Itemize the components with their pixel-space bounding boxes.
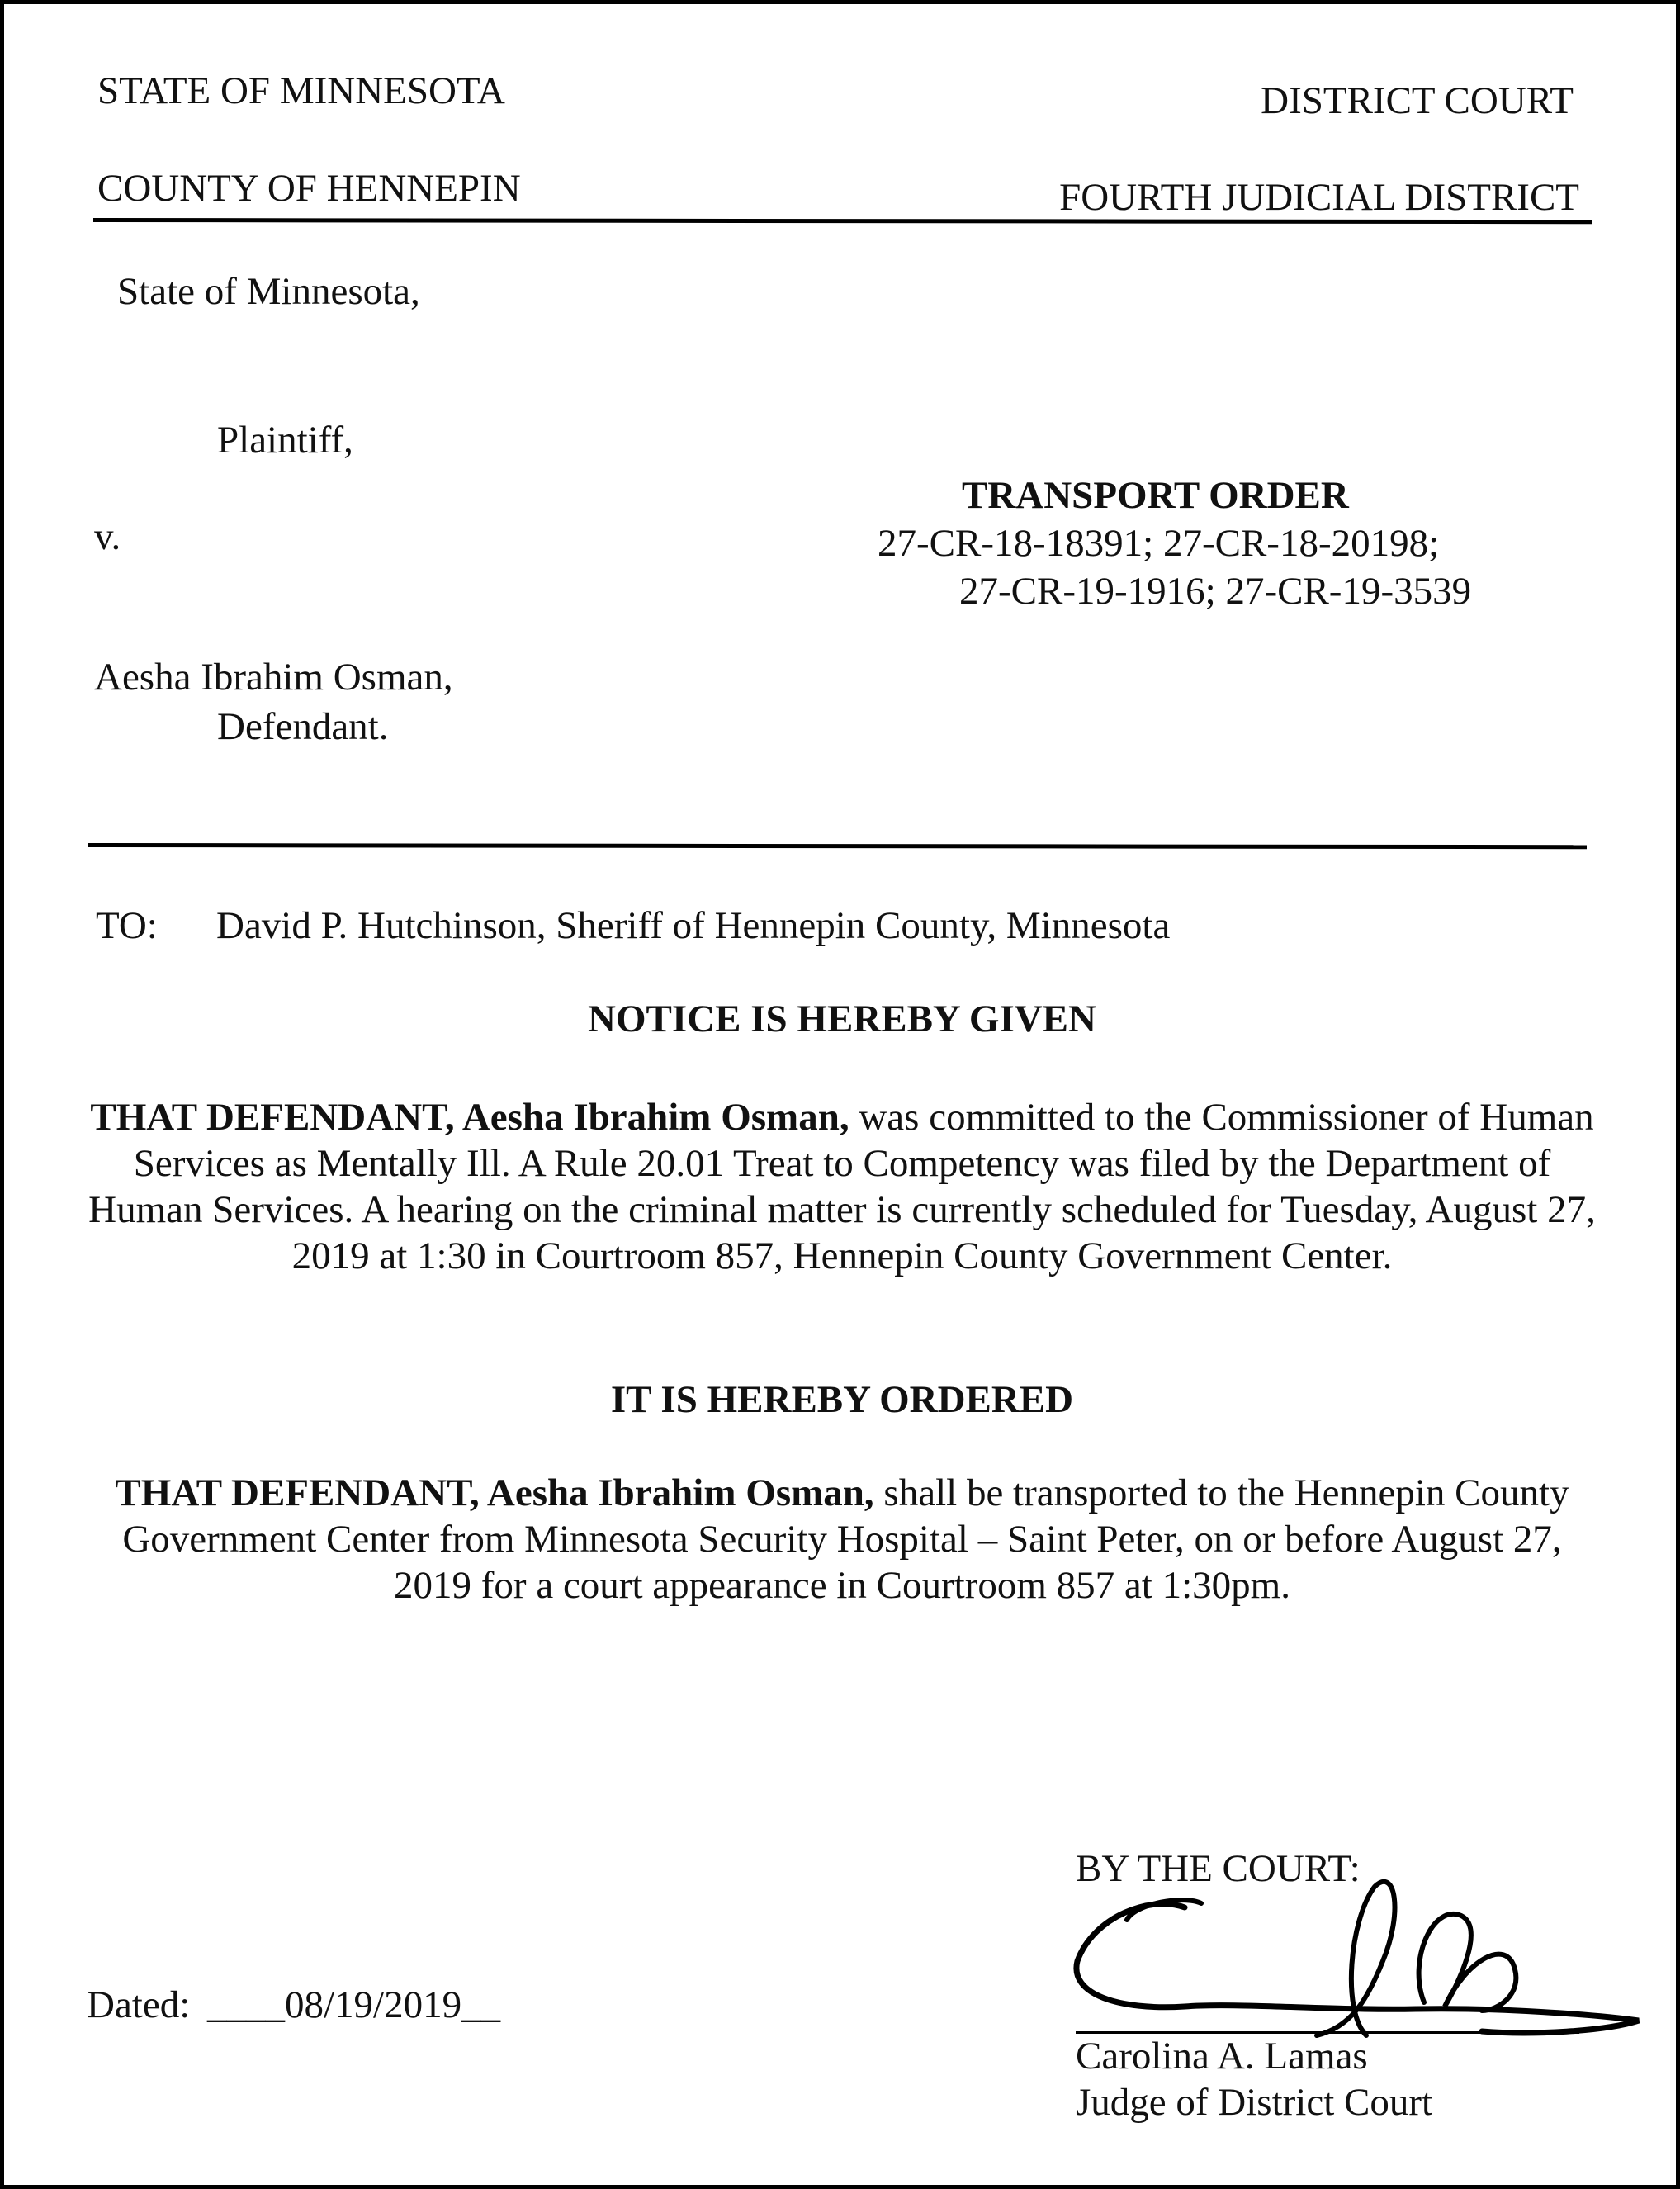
section-divider-rule	[88, 843, 1587, 849]
versus: v.	[94, 515, 121, 558]
case-numbers-line-2: 27-CR-19-1916; 27-CR-19-3539	[959, 570, 1472, 613]
notice-heading: NOTICE IS HEREBY GIVEN	[588, 997, 1096, 1040]
defendant-role: Defendant.	[217, 705, 389, 748]
ordered-defendant-lead: THAT DEFENDANT, Aesha Ibrahim Osman,	[115, 1471, 874, 1514]
by-the-court: BY THE COURT:	[1076, 1847, 1361, 1890]
notice-body: was committed to the Commissioner of Human Services as Mentally Ill. A Rule 20.01 Treat to Competency was filed by the Department of Human Services. A hearing on the criminal matter is currently scheduled for Tuesday, August 27, 2019 at 1:30 in Courtroom 857, Hennepin County Government Center.	[88, 1096, 1596, 1277]
defendant-name: Aesha Ibrahim Osman,	[94, 656, 453, 699]
dated-value: ____08/19/2019__	[207, 1983, 501, 2026]
plaintiff-role: Plaintiff,	[217, 419, 353, 462]
caption-divider-rule	[93, 218, 1592, 224]
notice-paragraph	[87, 1094, 1597, 1279]
ordered-body: shall be transported to the Hennepin County Government Center from Minnesota Security Hospital – Saint Peter, on or before August 27, 2019 for a court appearance in Courtroom 857 at 1:30pm.	[122, 1471, 1569, 1607]
caption-district: FOURTH JUDICIAL DISTRICT	[1059, 176, 1579, 219]
caption-state: STATE OF MINNESOTA	[97, 69, 505, 112]
ordered-heading: IT IS HEREBY ORDERED	[610, 1378, 1074, 1421]
order-title: TRANSPORT ORDER	[962, 474, 1349, 517]
to-label: TO:	[96, 904, 158, 947]
notice-defendant-lead: THAT DEFENDANT, Aesha Ibrahim Osman,	[90, 1096, 849, 1139]
judge-name: Carolina A. Lamas	[1076, 2035, 1368, 2078]
caption-court: DISTRICT COURT	[1261, 79, 1574, 122]
to-recipient: David P. Hutchinson, Sheriff of Hennepin County, Minnesota	[216, 904, 1171, 947]
plaintiff-name: State of Minnesota,	[117, 270, 420, 313]
dated-label: Dated:	[87, 1983, 191, 2026]
judge-title: Judge of District Court	[1076, 2081, 1433, 2124]
ordered-paragraph	[87, 1470, 1597, 1609]
caption-county: COUNTY OF HENNEPIN	[97, 167, 521, 210]
case-numbers-line-1: 27-CR-18-18391; 27-CR-18-20198;	[878, 522, 1440, 565]
signature-line	[1076, 2031, 1579, 2034]
